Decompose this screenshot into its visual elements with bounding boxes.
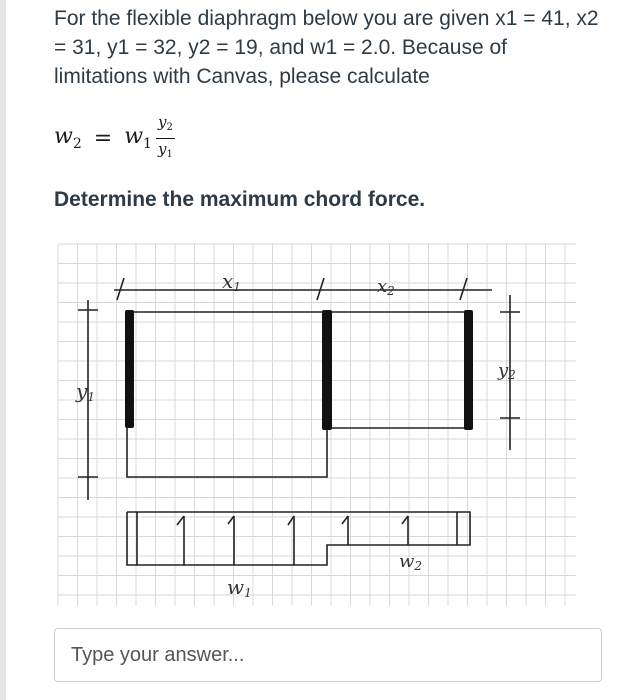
diaphragm-sketch (52, 240, 582, 610)
label-w2: w2 (399, 551, 423, 573)
shear-wall-right (464, 310, 473, 430)
label-y1: y1 (76, 379, 95, 404)
formula-denominator: $y_1$ (157, 139, 173, 160)
dimension-tick (460, 278, 467, 300)
question-text: For the flexible diaphragm below you are given x1 = 41, x2 = 31, y1 = 32, y2 = 19, and w1 = 2.0. Because of limitations with Canvas, please calculate (54, 7, 599, 88)
answer-input[interactable] (54, 628, 602, 682)
formula-equals: = (93, 125, 113, 151)
question-prompt: Determine the maximum chord force. (54, 188, 426, 211)
shear-wall-left (125, 310, 134, 428)
label-y2: y2 (498, 360, 516, 382)
load-diagram (127, 512, 470, 565)
shear-wall-middle (322, 310, 332, 430)
sketch-ink (78, 278, 520, 565)
shear-walls (125, 310, 473, 430)
diaphragm-outline (127, 312, 470, 477)
page-left-border (0, 0, 6, 700)
formula-numerator: $y_2$ (156, 114, 175, 139)
dimension-tick (117, 278, 124, 300)
formula-rhs: $w_1$ (124, 124, 152, 152)
sketch-labels (75, 269, 516, 600)
label-x1: x1 (222, 269, 241, 294)
label-x2: x2 (377, 276, 395, 298)
label-w1: w1 (227, 575, 252, 600)
formula-fraction (156, 114, 175, 163)
dimension-tick (317, 278, 324, 300)
formula-lhs: $w_2$ (54, 124, 82, 152)
formula (54, 108, 175, 168)
